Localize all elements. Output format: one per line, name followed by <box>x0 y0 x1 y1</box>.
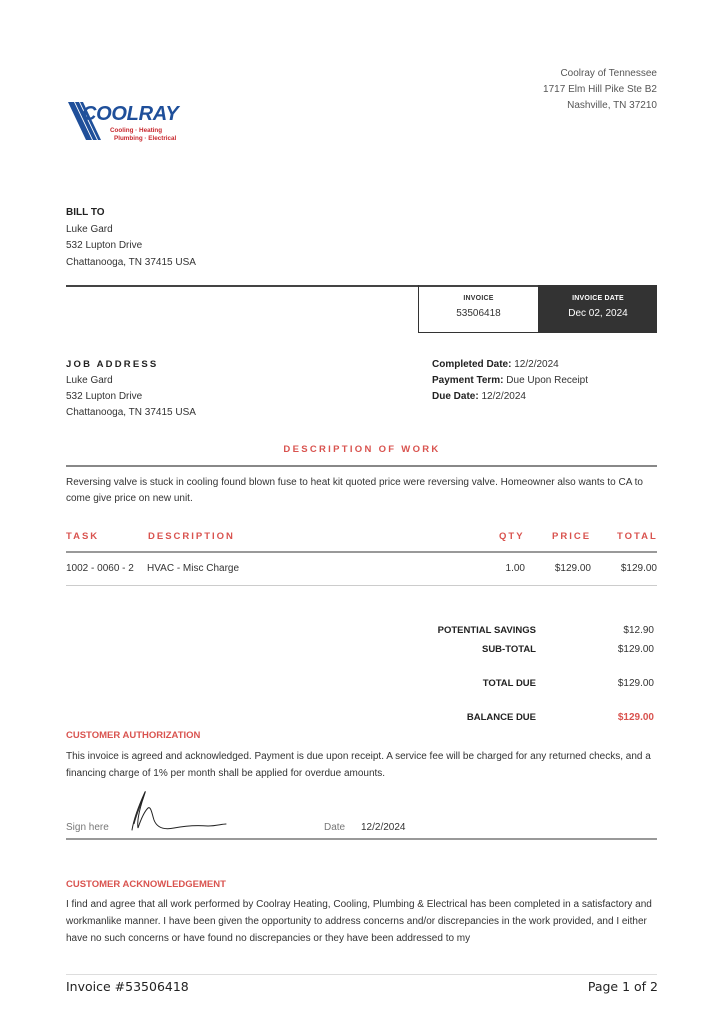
signature-icon <box>112 788 232 836</box>
th-task: TASK <box>66 531 100 542</box>
job-info-block <box>432 357 588 405</box>
description-of-work-title: DESCRIPTION OF WORK <box>283 444 441 455</box>
logo-wordmark: COOLRAY <box>82 103 179 125</box>
company-address <box>543 66 657 114</box>
potential-savings-label: POTENTIAL SAVINGS <box>437 625 536 636</box>
invoice-number-box <box>418 285 539 333</box>
th-price: PRICE <box>552 531 592 542</box>
footer-page-number: Page 1 of 2 <box>587 979 658 994</box>
bill-to-street: 532 Lupton Drive <box>66 240 143 251</box>
authorization-text: This invoice is agreed and acknowledged. Payment is due upon receipt. A service fee will be charged for any returned checks, and a financing charge of 1% per month shall be applied for overdue amounts. <box>66 751 651 779</box>
completed-date-row <box>432 357 588 373</box>
invoice-date-value: Dec 02, 2024 <box>568 308 628 319</box>
logo-tagline-1: Cooling · Heating <box>110 127 163 134</box>
job-address-street: 532 Lupton Drive <box>66 391 143 402</box>
potential-savings-value: $12.90 <box>623 625 654 636</box>
job-address-name: Luke Gard <box>66 375 113 386</box>
subtotal-label: SUB-TOTAL <box>481 644 536 655</box>
row-qty: 1.00 <box>505 563 525 574</box>
row-description: HVAC - Misc Charge <box>147 563 240 574</box>
total-due-label: TOTAL DUE <box>482 678 536 689</box>
row-price: $129.00 <box>554 563 591 574</box>
due-date-row <box>432 389 588 405</box>
payment-term-label: Payment Term: <box>432 375 504 386</box>
invoice-number-label: INVOICE <box>463 295 494 302</box>
th-description: DESCRIPTION <box>148 531 235 542</box>
work-description: Reversing valve is stuck in cooling found blown fuse to heat kit quoted price were reversing valve. Homeowner also wants to CA to come give price on new unit. <box>66 477 643 504</box>
table-row-divider <box>66 585 657 586</box>
row-task: 1002 - 0060 - 2 <box>66 563 134 574</box>
coolray-logo <box>66 100 196 144</box>
company-address-line2: Nashville, TN 37210 <box>567 100 657 111</box>
completed-date-label: Completed Date: <box>432 359 512 370</box>
logo-tagline-2: Plumbing · Electrical <box>114 135 177 142</box>
total-due-value: $129.00 <box>617 678 654 689</box>
th-total: TOTAL <box>617 531 658 542</box>
job-address-label: JOB ADDRESS <box>66 359 159 370</box>
due-date-value: 12/2/2024 <box>481 391 526 402</box>
customer-acknowledgement-title: CUSTOMER ACKNOWLEDGEMENT <box>66 879 226 890</box>
company-name: Coolray of Tennessee <box>560 68 657 79</box>
row-total: $129.00 <box>620 563 657 574</box>
due-date-label: Due Date: <box>432 391 479 402</box>
balance-due-value: $129.00 <box>617 712 654 723</box>
completed-date-value: 12/2/2024 <box>514 359 559 370</box>
sign-date-value: 12/2/2024 <box>361 822 406 833</box>
invoice-date-label: INVOICE DATE <box>572 295 624 302</box>
customer-authorization-title: CUSTOMER AUTHORIZATION <box>66 730 201 741</box>
balance-due-label: BALANCE DUE <box>466 712 536 723</box>
company-address-line1: 1717 Elm Hill Pike Ste B2 <box>543 84 657 95</box>
bill-to-name: Luke Gard <box>66 223 113 235</box>
work-divider <box>66 465 657 467</box>
bill-to-city: Chattanooga, TN 37415 USA <box>66 256 196 268</box>
footer-invoice-ref: Invoice #53506418 <box>66 979 189 994</box>
footer-divider <box>66 974 657 975</box>
th-qty: QTY <box>499 531 525 542</box>
invoice-date-box <box>539 285 657 333</box>
payment-term-value: Due Upon Receipt <box>506 375 589 386</box>
bill-to-label: BILL TO <box>66 207 105 218</box>
job-address-block <box>66 357 196 421</box>
signature-divider <box>66 838 657 840</box>
subtotal-value: $129.00 <box>617 644 654 655</box>
payment-term-row <box>432 373 588 389</box>
date-label: Date <box>324 822 346 833</box>
table-header-divider <box>66 551 657 553</box>
acknowledgement-text: I find and agree that all work performed by Coolray Heating, Cooling, Plumbing & Electrical has been completed in a satisfactory and workmanlike manner. I have been given the opportunity to address concerns and/or discrepancies in the work provided, and I either have no such concerns or have found no discrepancies or they have been addressed to my <box>66 899 652 944</box>
sign-here-label: Sign here <box>66 822 109 833</box>
bill-to-block <box>66 205 196 271</box>
job-address-city: Chattanooga, TN 37415 USA <box>66 407 196 418</box>
invoice-number-value: 53506418 <box>456 308 501 319</box>
